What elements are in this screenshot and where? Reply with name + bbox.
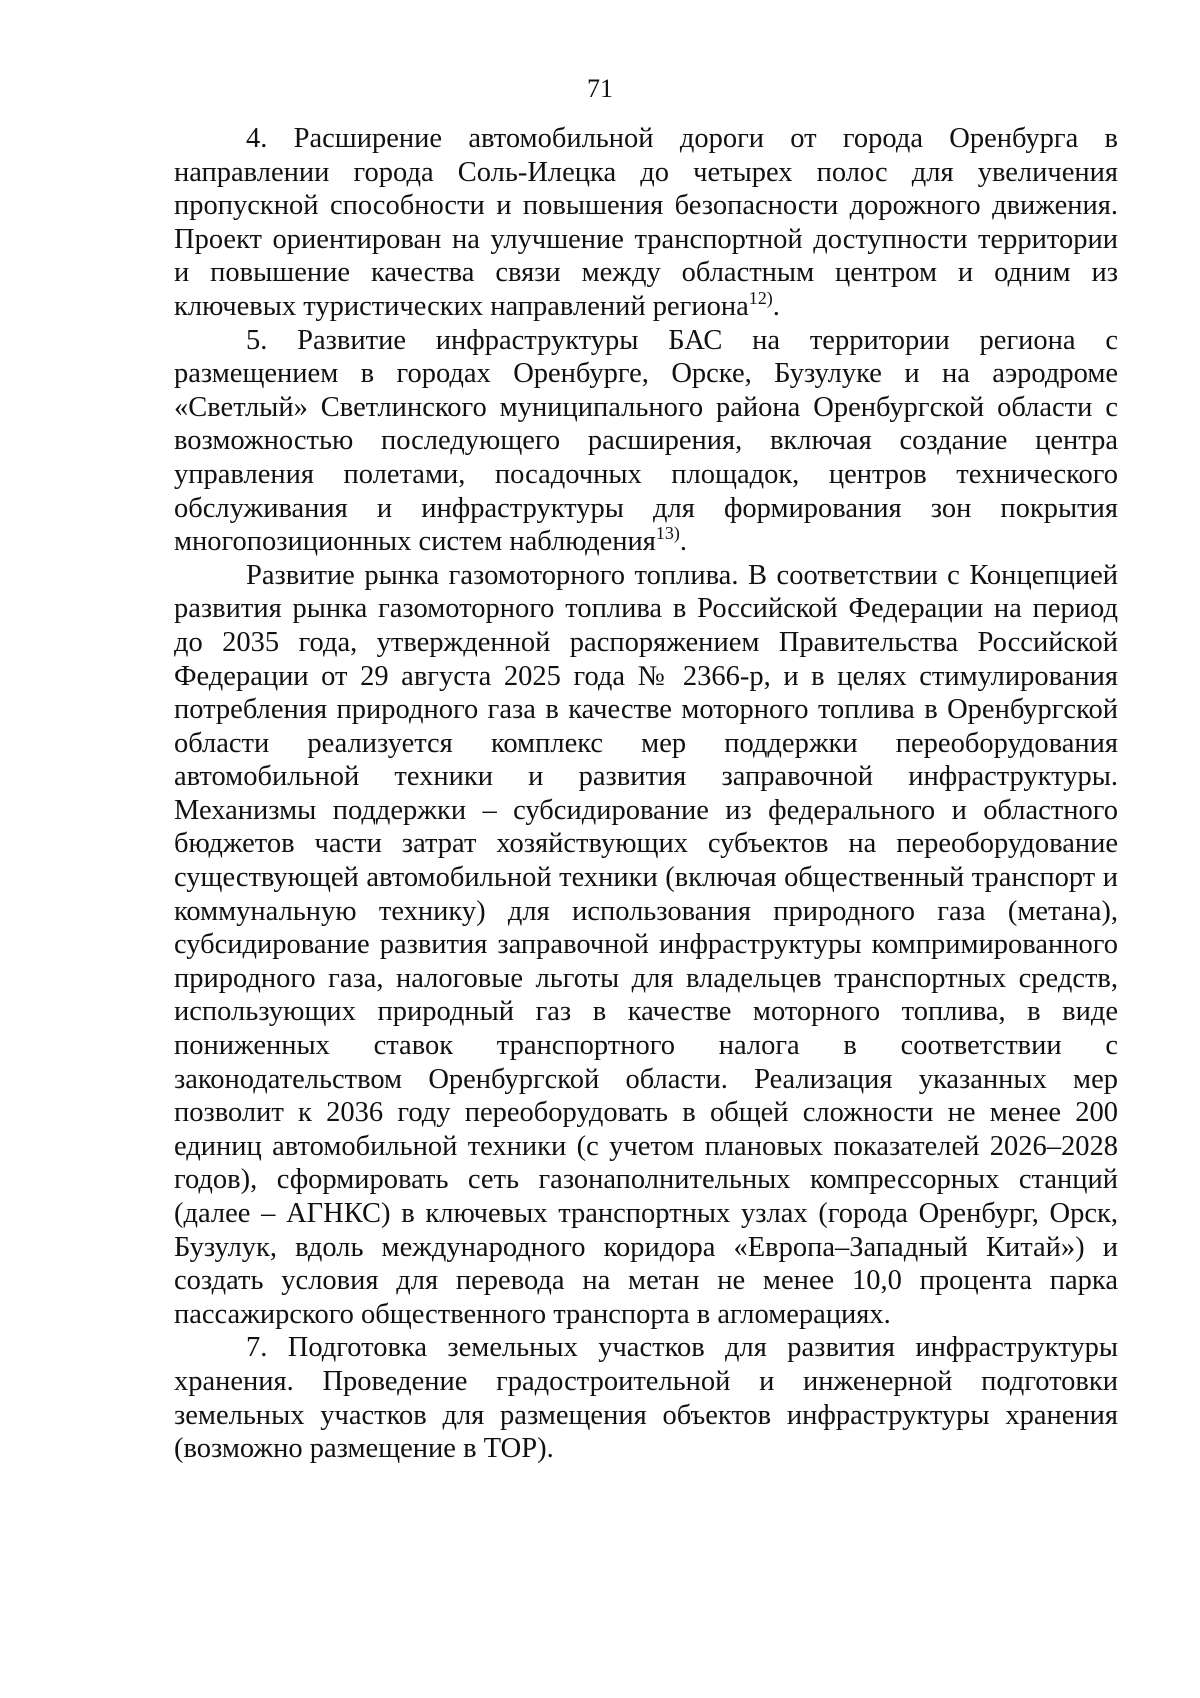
document-body: [174, 122, 1118, 1466]
footnote-marker: 13): [655, 523, 680, 544]
footnote-marker: 12): [748, 287, 773, 308]
paragraph-uas-infrastructure: [174, 324, 1118, 559]
paragraph-text: 5. Развитие инфраструктуры БАС на территории региона с размещением в городах Оренбурге, Орске, Бузулуке и на аэродроме «Светлый» Светлинского муниципального района Оренбургской области с возможностью последующего расширения, включая создание центра управления полетами, посадочных площадок, центров технического обслуживания и инфраструктуры для формирования зон покрытия многопозиционных систем наблюдения: [174, 324, 1118, 558]
paragraph-road-expansion: [174, 122, 1118, 324]
paragraph-tail: .: [679, 526, 688, 558]
paragraph-text: Развитие рынка газомоторного топлива. В соответствии с Концепцией развития рынка газомоторного топлива в Российской Федерации на период до 2035 года, утвержденной распоряжением Правительства Российской Федерации от 29 августа 2025 года № 2366-р, и в целях стимулирования потребления природного газа в качестве моторного топлива в Оренбургской области реализуется комплекс мер поддержки переоборудования автомобильной техники и развития заправочной инфраструктуры. Механизмы поддержки – субсидирование из федерального и областного бюджетов части затрат хозяйствующих субъектов на переоборудование существующей автомобильной техники (включая общественный транспорт и коммунальную технику) для использования природного газа (метана), субсидирование развития заправочной инфраструктуры компримированного природного газа, налоговые льготы для владельцев транспортных средств, использующих природный газ в качестве моторного топлива, в виде пониженных ставок транспортного налога в соответствии с законодательством Оренбургской области. Реализация указанных мер позволит к 2036 году переоборудовать в общей сложности не менее 200 единиц автомобильной техники (с учетом плановых показателей 2026–2028 годов), сформировать сеть газонаполнительных компрессорных станций (далее – АГНКС) в ключевых транспортных узлах (города Оренбург, Орск, Бузулук, вдоль международного коридора «Европа–Западный Китай») и создать условия для перевода на метан не менее 10,0 процента парка пассажирского общественного транспорта в агломерациях.: [174, 559, 1118, 1330]
page-number: 71: [587, 74, 613, 103]
paragraph-tail: .: [772, 290, 780, 322]
paragraph-text: 4. Расширение автомобильной дороги от города Оренбурга в направлении города Соль-Илецка до четырех полос для увеличения пропускной способности и повышения безопасности дорожного движения. Проект ориентирован на улучшение транспортной доступности территории и повышение качества связи между областным центром и одним из ключевых туристических направлений региона: [174, 123, 1118, 322]
paragraph-land-preparation: [174, 1331, 1118, 1465]
paragraph-gas-motor-fuel: [174, 559, 1118, 1332]
paragraph-text: 7. Подготовка земельных участков для развития инфраструктуры хранения. Проведение градостроительной и инженерной подготовки земельных участков для размещения объектов инфраструктуры хранения (возможно размещение в ТОР).: [174, 1332, 1118, 1465]
